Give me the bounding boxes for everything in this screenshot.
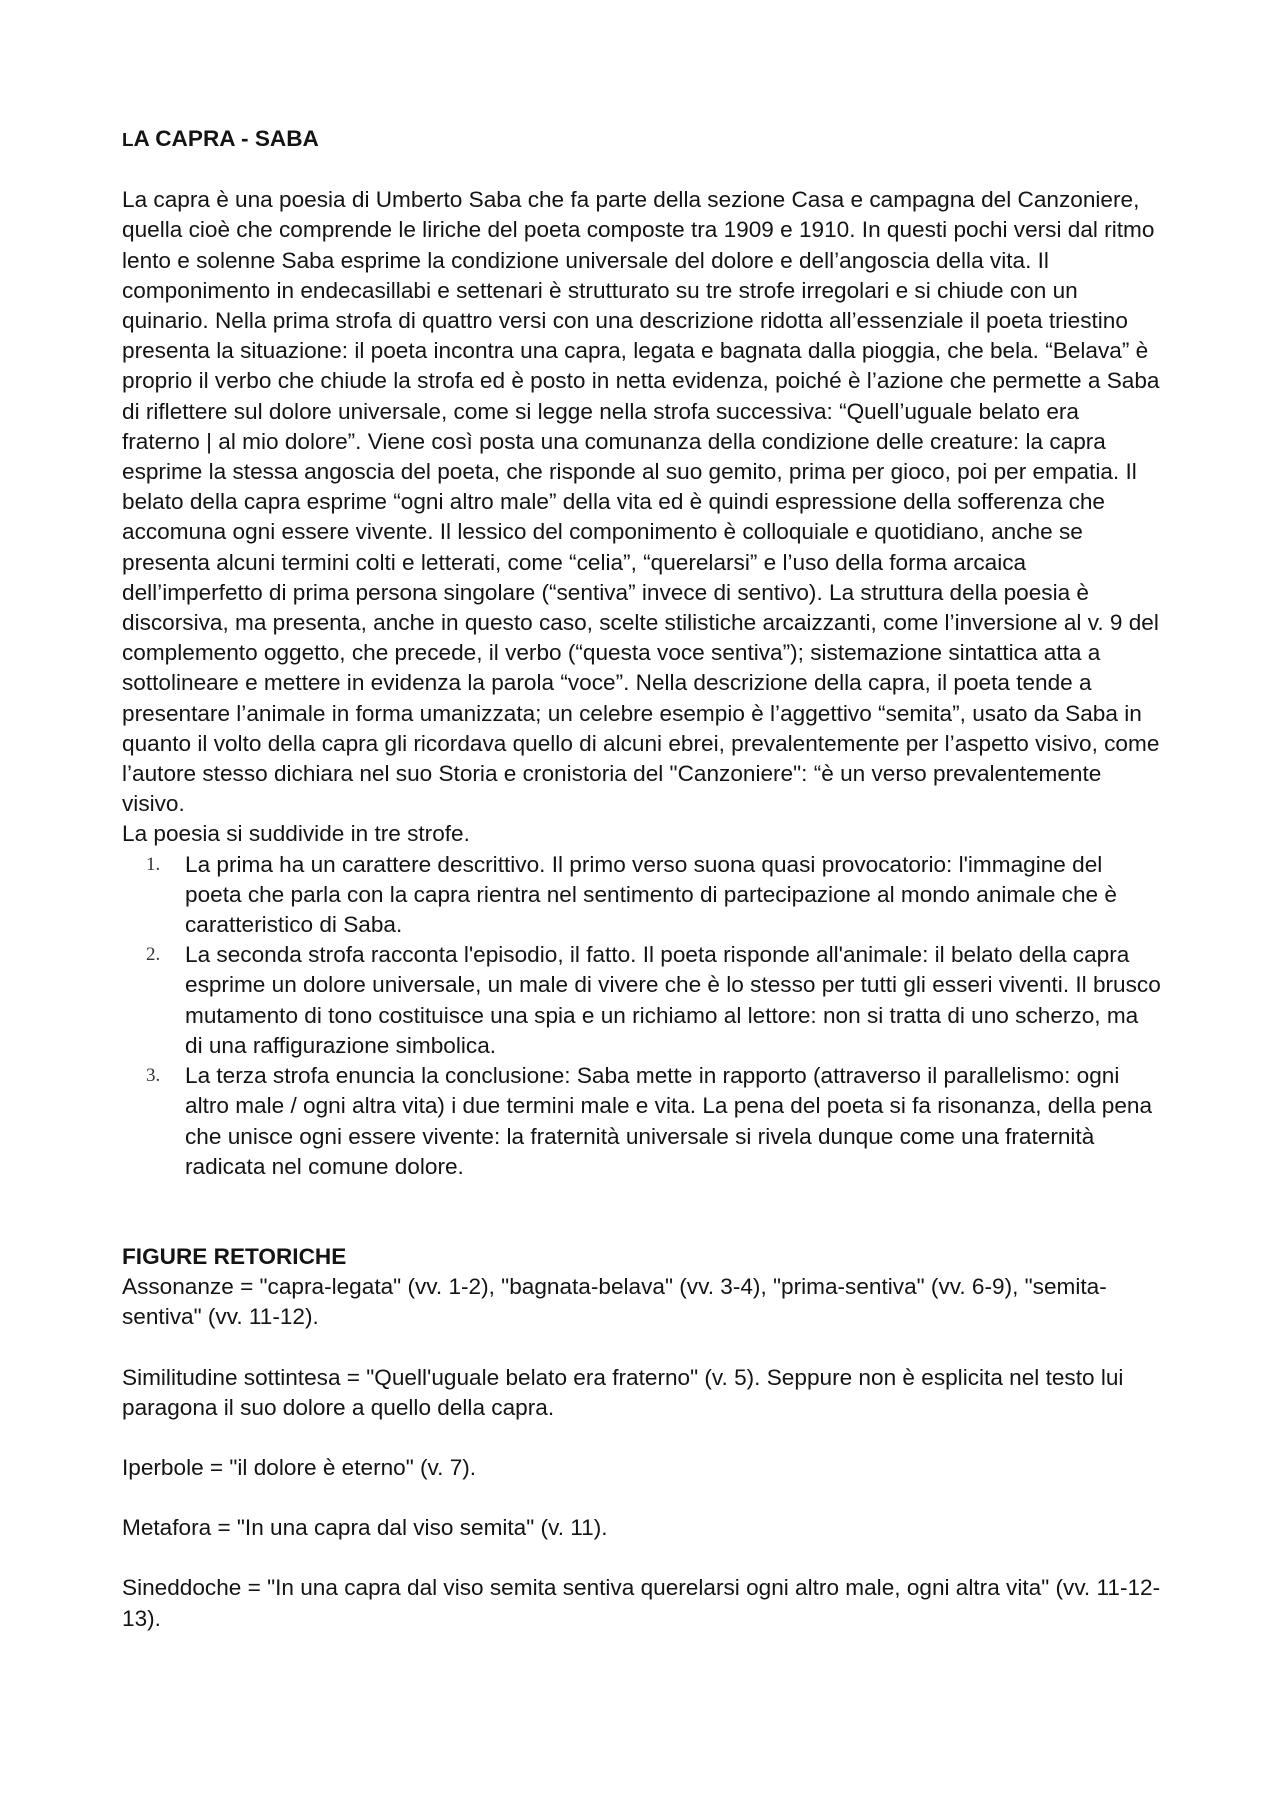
list-number: 2. <box>146 944 161 966</box>
strofe-list <box>122 850 1162 1182</box>
list-item <box>122 940 1162 1061</box>
title-text: A CAPRA - SABA <box>133 126 319 151</box>
list-item-text: La prima ha un carattere descrittivo. Il primo verso suona quasi provocatorio: l'immagine del poeta che parla con la capra rientra nel sentimento di partecipazione al mondo animale che è caratteristico di Saba. <box>185 851 1117 938</box>
figure-iperbole: Iperbole = "il dolore è eterno" (v. 7). <box>122 1454 477 1480</box>
figure-sineddoche: Sineddoche = "In una capra dal viso semita sentiva querelarsi ogni altro male, ogni altra vita" (vv. 11-12-13). <box>122 1575 1161 1631</box>
list-number: 1. <box>146 853 161 875</box>
division-line: La poesia si suddivide in tre strofe. <box>122 821 470 847</box>
title-initial: L <box>122 129 134 150</box>
list-item <box>122 850 1162 941</box>
section-title-figure-retoriche: FIGURE RETORICHE <box>122 1243 347 1269</box>
figure-similitudine: Similitudine sottintesa = "Quell'uguale belato era fraterno" (v. 5). Seppure non è esplicita nel testo lui paragona il suo dolore a quello della capra. <box>122 1364 1124 1420</box>
figure-assonanze: Assonanze = "capra-legata" (vv. 1-2), "bagnata-belava" (vv. 3-4), "prima-sentiva" (vv. 6-9), "semita-sentiva" (vv. 11-12). <box>122 1274 1107 1330</box>
document-page <box>122 124 1162 1634</box>
figure-metafora: Metafora = "In una capra dal viso semita" (v. 11). <box>122 1515 608 1541</box>
document-title <box>122 124 1162 155</box>
list-item <box>122 1061 1162 1182</box>
intro-paragraph: La capra è una poesia di Umberto Saba che fa parte della sezione Casa e campagna del Canzoniere, quella cioè che comprende le liriche del poeta composte tra 1909 e 1910. In questi pochi versi dal ritmo lento e solenne Saba esprime la condizione universale del dolore e dell’angoscia della vita. Il componimento in endecasillabi e settenari è strutturato su tre strofe irregolari e si chiude con un quinario. Nella prima strofa di quattro versi con una descrizione ridotta all’essenziale il poeta triestino presenta la situazione: il poeta incontra una capra, legata e bagnata dalla pioggia, che bela. “Belava” è proprio il verbo che chiude la strofa ed è posto in netta evidenza, poiché è l’azione che permette a Saba di riflettere sul dolore universale, come si legge nella strofa successiva: “Quell’uguale belato era fraterno | al mio dolore”. Viene così posta una comunanza della condizione delle creature: la capra esprime la stessa angoscia del poeta, che risponde al suo gemito, prima per gioco, poi per empatia. Il belato della capra esprime “ogni altro male” della vita ed è quindi espressione della sofferenza che accomuna ogni essere vivente. Il lessico del componimento è colloquiale e quotidiano, anche se presenta alcuni termini colti e letterati, come “celia”, “querelarsi” e l’uso della forma arcaica dell’imperfetto di prima persona singolare (“sentiva” invece di sentivo). La struttura della poesia è discorsiva, ma presenta, anche in questo caso, scelte stilistiche arcaizzanti, come l’inversione al v. 9 del complemento oggetto, che precede, il verbo (“questa voce sentiva”); sistemazione sintattica atta a sottolineare e mettere in evidenza la parola “voce”. Nella descrizione della capra, il poeta tende a presentare l’animale in forma umanizzata; un celebre esempio è l’aggettivo “semita”, usato da Saba in quanto il volto della capra gli ricordava quello di alcuni ebrei, prevalentemente per l’aspetto visivo, come l’autore stesso dichiara nel suo Storia e cronistoria del "Canzoniere": “è un verso prevalentemente visivo. <box>122 187 1160 817</box>
list-number: 3. <box>146 1065 161 1087</box>
list-item-text: La terza strofa enuncia la conclusione: Saba mette in rapporto (attraverso il parallelismo: ogni altro male / ogni altra vita) i due termini male e vita. La pena del poeta si fa risonanza, della pena che unisce ogni essere vivente: la fraternità universale si rivela dunque come una fraternità radicata nel comune dolore. <box>185 1063 1153 1179</box>
list-item-text: La seconda strofa racconta l'episodio, il fatto. Il poeta risponde all'animale: il belato della capra esprime un dolore universale, un male di vivere che è lo stesso per tutti gli esseri viventi. Il brusco mutamento di tono costituisce una spia e un richiamo al lettore: non si tratta di uno scherzo, ma di una raffigurazione simbolica. <box>185 942 1161 1058</box>
